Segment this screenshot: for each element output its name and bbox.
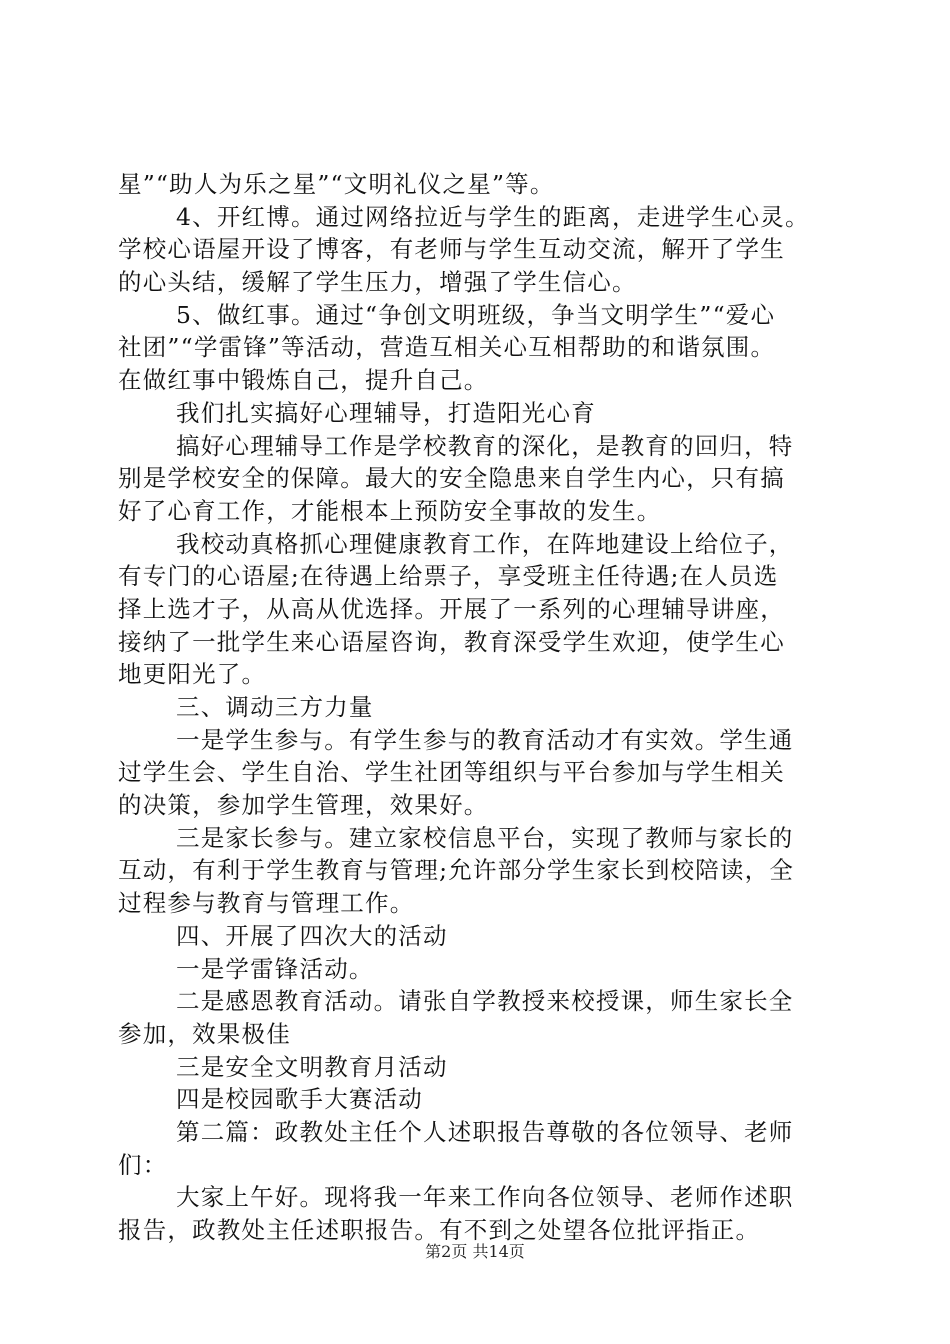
text-line: 报告，政教处主任述职报告。有不到之处望各位批评指正。 (118, 1216, 761, 1244)
text-line: 二是感恩教育活动。请张自学教授来校授课，师生家长全 (176, 987, 794, 1016)
text-line: 我校动真格抓心理健康教育工作，在阵地建设上给位子， (176, 529, 794, 558)
text-line: 一是学生参与。有学生参与的教育活动才有实效。学生通 (176, 725, 794, 754)
text-line: 在做红事中锻炼自己，提升自己。 (118, 366, 489, 395)
text-line: 择上选才子，从高从优选择。开展了一系列的心理辅导讲座， (118, 594, 785, 623)
text-line: 我们扎实搞好心理辅导，打造阳光心育 (176, 398, 596, 427)
text-line: 社团”“学雷锋”等活动，营造互相关心互相帮助的和谐氛围。 (118, 333, 776, 362)
text-line: 过程参与教育与管理工作。 (118, 889, 415, 918)
page-footer: 第2页 共14页 (425, 1242, 525, 1261)
text-line: 四、开展了四次大的活动 (176, 921, 448, 950)
text-line: 一是学雷锋活动。 (176, 954, 374, 983)
text-line: 互动，有利于学生教育与管理;允许部分学生家长到校陪读，全 (118, 856, 795, 885)
text-line: 大家上午好。现将我一年来工作向各位领导、老师作述职 (176, 1183, 794, 1212)
text-line: 地更阳光了。 (118, 660, 267, 689)
text-line: 三、调动三方力量 (176, 693, 374, 721)
text-line: 接纳了一批学生来心语屋咨询，教育深受学生欢迎，使学生心 (118, 627, 785, 656)
text-line: 们： (118, 1150, 168, 1179)
text-line: 别是学校安全的保障。最大的安全隐患来自学生内心，只有搞 (118, 464, 785, 493)
text-line: 过学生会、学生自治、学生社团等组织与平台参加与学生相关 (118, 758, 785, 787)
text-line: 好了心育工作，才能根本上预防安全事故的发生。 (118, 496, 662, 525)
text-line: 四是校园歌手大赛活动 (176, 1085, 423, 1114)
text-line: 参加，效果极佳 (118, 1019, 291, 1048)
text-line: 第二篇：政教处主任个人述职报告尊敬的各位领导、老师 (176, 1117, 794, 1146)
text-line: 三是家长参与。建立家校信息平台，实现了教师与家长的 (176, 823, 794, 852)
text-line: 的心头结，缓解了学生压力，增强了学生信心。 (118, 268, 637, 297)
text-line: 三是安全文明教育月活动 (176, 1052, 448, 1081)
text-line: 4、开红博。通过网络拉近与学生的距离，走进学生心灵。 (176, 202, 810, 231)
document-body (118, 168, 838, 1247)
text-line: 星”“助人为乐之星”“文明礼仪之星”等。 (118, 170, 555, 198)
text-line: 的决策，参加学生管理，效果好。 (118, 791, 489, 820)
text-line: 学校心语屋开设了博客，有老师与学生互动交流，解开了学生 (118, 235, 785, 264)
text-line: 5、做红事。通过“争创文明班级，争当文明学生”“爱心 (176, 300, 776, 329)
text-line: 搞好心理辅导工作是学校教育的深化，是教育的回归，特 (176, 431, 794, 460)
text-line: 有专门的心语屋;在待遇上给票子，享受班主任待遇;在人员选 (118, 562, 779, 591)
